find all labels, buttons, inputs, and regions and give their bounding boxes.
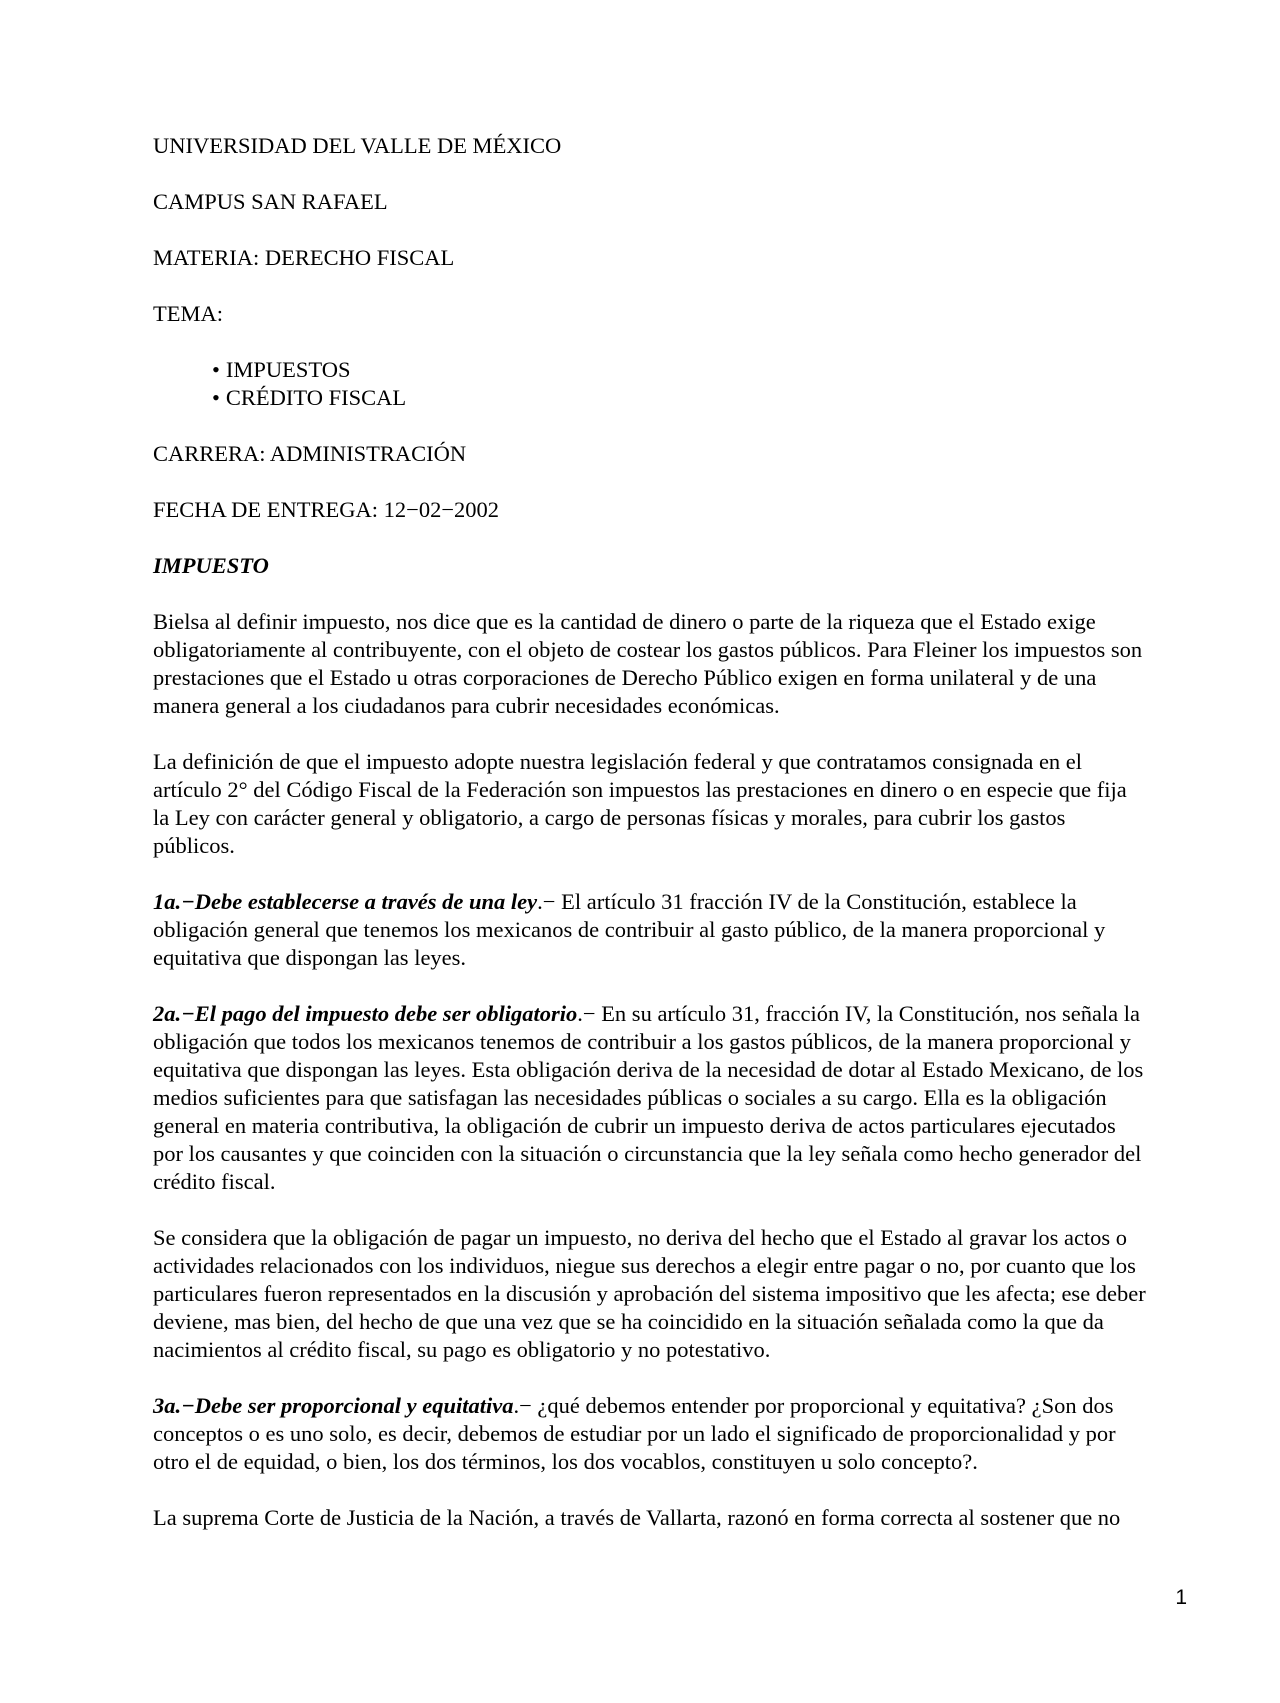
career-line: CARRERA: ADMINISTRACIÓN <box>153 441 467 466</box>
due-date-line: FECHA DE ENTREGA: 12−02−2002 <box>153 497 500 522</box>
paragraph-third-characteristic: 3a.−Debe ser proporcional y equitativa.− ¿qué debemos entender por proporcional y equitativa? ¿Son dos conceptos o es uno solo, es decir, debemos de estudiar por un lado el significado de proporcionalidad y por otro el de equidad, o bien, los dos términos, los dos vocablos, constituyen u solo concepto?. <box>153 1393 1116 1474</box>
bullet-icon: • <box>212 385 220 410</box>
paragraph-second-characteristic: 2a.−El pago del impuesto debe ser obligatorio.− En su artículo 31, fracción IV, la Constitución, nos señala la obligación que todos los mexicanos tenemos de contribuir a los gastos públicos, de la manera proporcional y equitativa que dispongan las leyes. Esta obligación deriva de la necesidad de dotar al Estado Mexicano, de los medios suficientes para que satisfagan las necesidades públicas o sociales a su cargo. Ella es la obligación general en materia contributiva, la obligación de cubrir un impuesto deriva de actos particulares ejecutados por los causantes y que coinciden con la situación o circunstancia que la ley señala como hecho generador del crédito fiscal. <box>153 1001 1144 1194</box>
university-name: UNIVERSIDAD DEL VALLE DE MÉXICO <box>153 133 562 158</box>
page-number: 1 <box>1175 1586 1187 1609</box>
topic-label: TEMA: <box>153 301 223 326</box>
list-item: • IMPUESTOS <box>212 357 351 382</box>
paragraph-lead: 1a.−Debe establecerse a través de una ley <box>153 889 538 914</box>
bullet-icon: • <box>212 357 220 382</box>
campus-name: CAMPUS SAN RAFAEL <box>153 189 388 214</box>
paragraph-lead: 2a.−El pago del impuesto debe ser obligatorio <box>153 1001 578 1026</box>
section-title: IMPUESTO <box>153 553 269 578</box>
paragraph-definition-bielsa: Bielsa al definir impuesto, nos dice que es la cantidad de dinero o parte de la riqueza que el Estado exige obligatoriamente al contribuyente, con el objeto de costear los gastos públicos. Para Fleiner los impuestos son prestaciones que el Estado u otras corporaciones de Derecho Público exigen en forma unilateral y de una manera general a los ciudadanos para cubrir necesidades económicas. <box>153 609 1143 718</box>
paragraph-lead: 3a.−Debe ser proporcional y equitativa <box>153 1393 514 1418</box>
paragraph-first-characteristic: 1a.−Debe establecerse a través de una ley.− El artículo 31 fracción IV de la Constitución, establece la obligación general que tenemos los mexicanos de contribuir al gasto público, de la manera proporcional y equitativa que dispongan las leyes. <box>153 889 1106 970</box>
paragraph-supreme-court: La suprema Corte de Justicia de la Nación, a través de Vallarta, razonó en forma correcta al sostener que no <box>153 1505 1121 1530</box>
subject-line: MATERIA: DERECHO FISCAL <box>153 245 455 270</box>
paragraph-obligation: Se considera que la obligación de pagar un impuesto, no deriva del hecho que el Estado al gravar los actos o actividades relacionados con los individuos, niegue sus derechos a elegir entre pagar o no, por cuanto que los particulares fueron representados en la discusión y aprobación del sistema impositivo que les afecta; ese deber deviene, mas bien, del hecho de que una vez que se ha coincidido en la situación señalada como la que da nacimientos al crédito fiscal, su pago es obligatorio y no potestativo. <box>153 1225 1146 1362</box>
topic-list <box>153 356 1193 412</box>
page-content <box>153 132 1193 1560</box>
list-item: • CRÉDITO FISCAL <box>212 385 407 410</box>
paragraph-definition-legislation: La definición de que el impuesto adopte nuestra legislación federal y que contratamos consignada en el artículo 2° del Código Fiscal de la Federación son impuestos las prestaciones en dinero o en especie que fija la Ley con carácter general y obligatorio, a cargo de personas físicas y morales, para cubrir los gastos públicos. <box>153 749 1127 858</box>
